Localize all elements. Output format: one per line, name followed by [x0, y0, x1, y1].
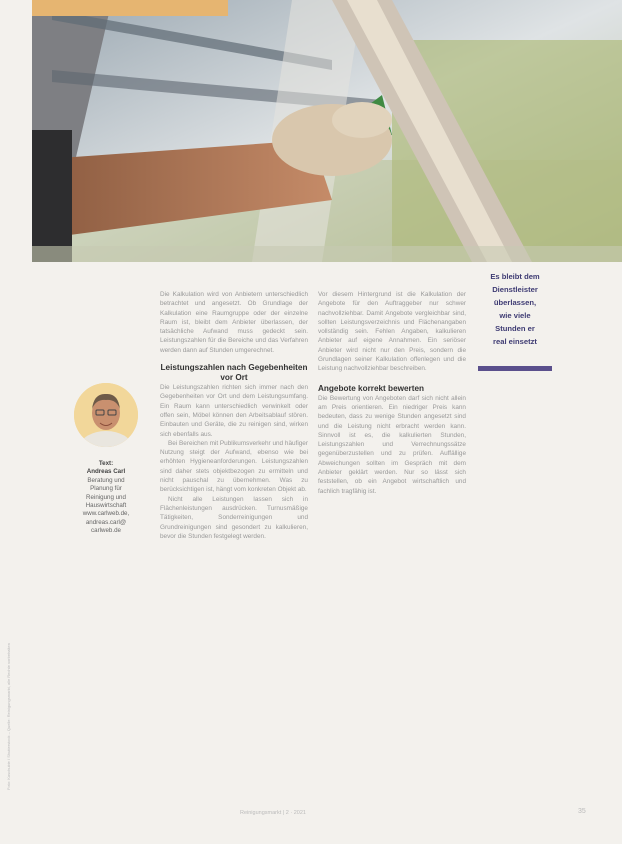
author-portrait — [74, 383, 138, 447]
author-line: Beratung und — [87, 476, 125, 484]
author-line: Hauswirtschaft — [85, 502, 127, 510]
subheading: Angebote korrekt bewerten — [318, 383, 425, 393]
pull-quote-line: Es bleibt dem — [490, 272, 540, 281]
pull-quote-line: Stunden er — [495, 324, 535, 333]
author-name: Andreas Carl — [86, 468, 126, 476]
author-line: Planung für — [90, 485, 122, 493]
window-cleaning-photo — [32, 0, 622, 262]
page-footer: Reinigungsmarkt | 2 · 2021 — [240, 810, 306, 816]
hero-photo-window-cleaning — [32, 0, 622, 262]
paragraph: Bei Bereichen mit Publikumsverkehr und häufiger Nutzung steigt der Aufwand, ebenso wie bei erhöhten Hygieneanforderungen. Leistungszahlen sind daher stets objektbezogen zu ermitteln und nicht pauschal zu übernehmen. Was zu berücksichtigen ist, hängt vom konkreten Objekt ab. — [160, 439, 308, 494]
author-email-link[interactable]: carlweb.de — [91, 527, 121, 535]
author-caption-title: Text: — [98, 460, 114, 467]
author-email-link[interactable]: andreas.carl@ — [85, 518, 127, 526]
pull-quote — [478, 270, 552, 348]
paragraph: Die Kalkulation wird von Anbietern unterschiedlich betrachtet und angesetzt. Ob Grundlage der Kalkulation eine Raumgruppe oder der einzelne Raum ist, bleibt dem Anbieter überlassen, der tatsächliche Aufwand muss gedeckt sein. Leistungszahlen für die Bereiche und das Verfahren werden dann auf Stunden umgerechnet. — [160, 291, 308, 354]
author-line: Reinigung und — [86, 493, 126, 501]
pull-quote-line: real einsetzt — [493, 337, 537, 346]
article-column-2 — [318, 290, 466, 496]
paragraph: Die Bewertung von Angeboten darf sich nicht allein am Preis orientieren. Ein niedriger Preis kann bedeuten, dass zu wenige Stunden angesetzt sind und die Leistung nicht erbracht werden kann. Sinnvoll ist es, die kalkulierten Stunden, Leistungszahlen und Verrechnungssätze gegenüberzustellen und zu prüfen. Auffällige Abweichungen sollten im Gespräch mit dem Anbieter geklärt werden. Nur so lässt sich feststellen, ob ein Angebot wirtschaftlich und fachlich tragfähig ist. — [318, 394, 466, 495]
paragraph: Die Leistungszahlen richten sich immer nach den Gegebenheiten vor Ort und dem Leistungsumfang. Ein Raum kann unterschiedlich verwinkelt oder offen sein, Möbel können den Arbeitsablauf stören. Einbauten und Geräte, die zu reinigen sind, wirken sich ebenfalls aus. — [160, 384, 308, 438]
pull-quote-line: wie viele — [499, 311, 531, 320]
author-caption — [66, 460, 146, 536]
paragraph: Nicht alle Leistungen lassen sich in Flächenleistungen ausdrücken. Turnusmäßige Tätigkeiten, Sonderreinigungen und Grundreinigungen sind gesondert zu kalkulieren, bevor die Stunden festgelegt werden. — [160, 495, 308, 540]
article-column-1 — [160, 290, 308, 541]
author-website-link[interactable]: www.carlweb.de, — [82, 510, 130, 518]
orange-header-bar — [32, 0, 228, 16]
pull-quote-underline — [478, 366, 552, 371]
pull-quote-line: überlassen, — [493, 298, 537, 307]
page-number: 35 — [578, 808, 586, 815]
pull-quote-line: Dienstleister — [492, 285, 538, 294]
photo-credit-vertical: Foto: Kaschubie / Shutterstock – Quelle: Reinigungsmarkt, alle Rechte vorbehalten — [6, 643, 11, 790]
subheading: Leistungszahlen nach Gegebenheiten vor Ort — [160, 363, 308, 383]
paragraph: Vor diesem Hintergrund ist die Kalkulation der Angebote für den Auftraggeber nur schwer nachvollziehbar. Damit Angebote vergleichbar sind, sollten Leistungsverzeichnis und Flächenangaben vollständig sein. Fehlen Angaben, kalkulieren Anbieter auf eigene Annahmen. Ein seriöser Anbieter wird nicht nur den Preis, sondern die Grundlagen seiner Kalkulation offenlegen und die Leistung nachvollziehbar beschreiben. — [318, 291, 466, 373]
